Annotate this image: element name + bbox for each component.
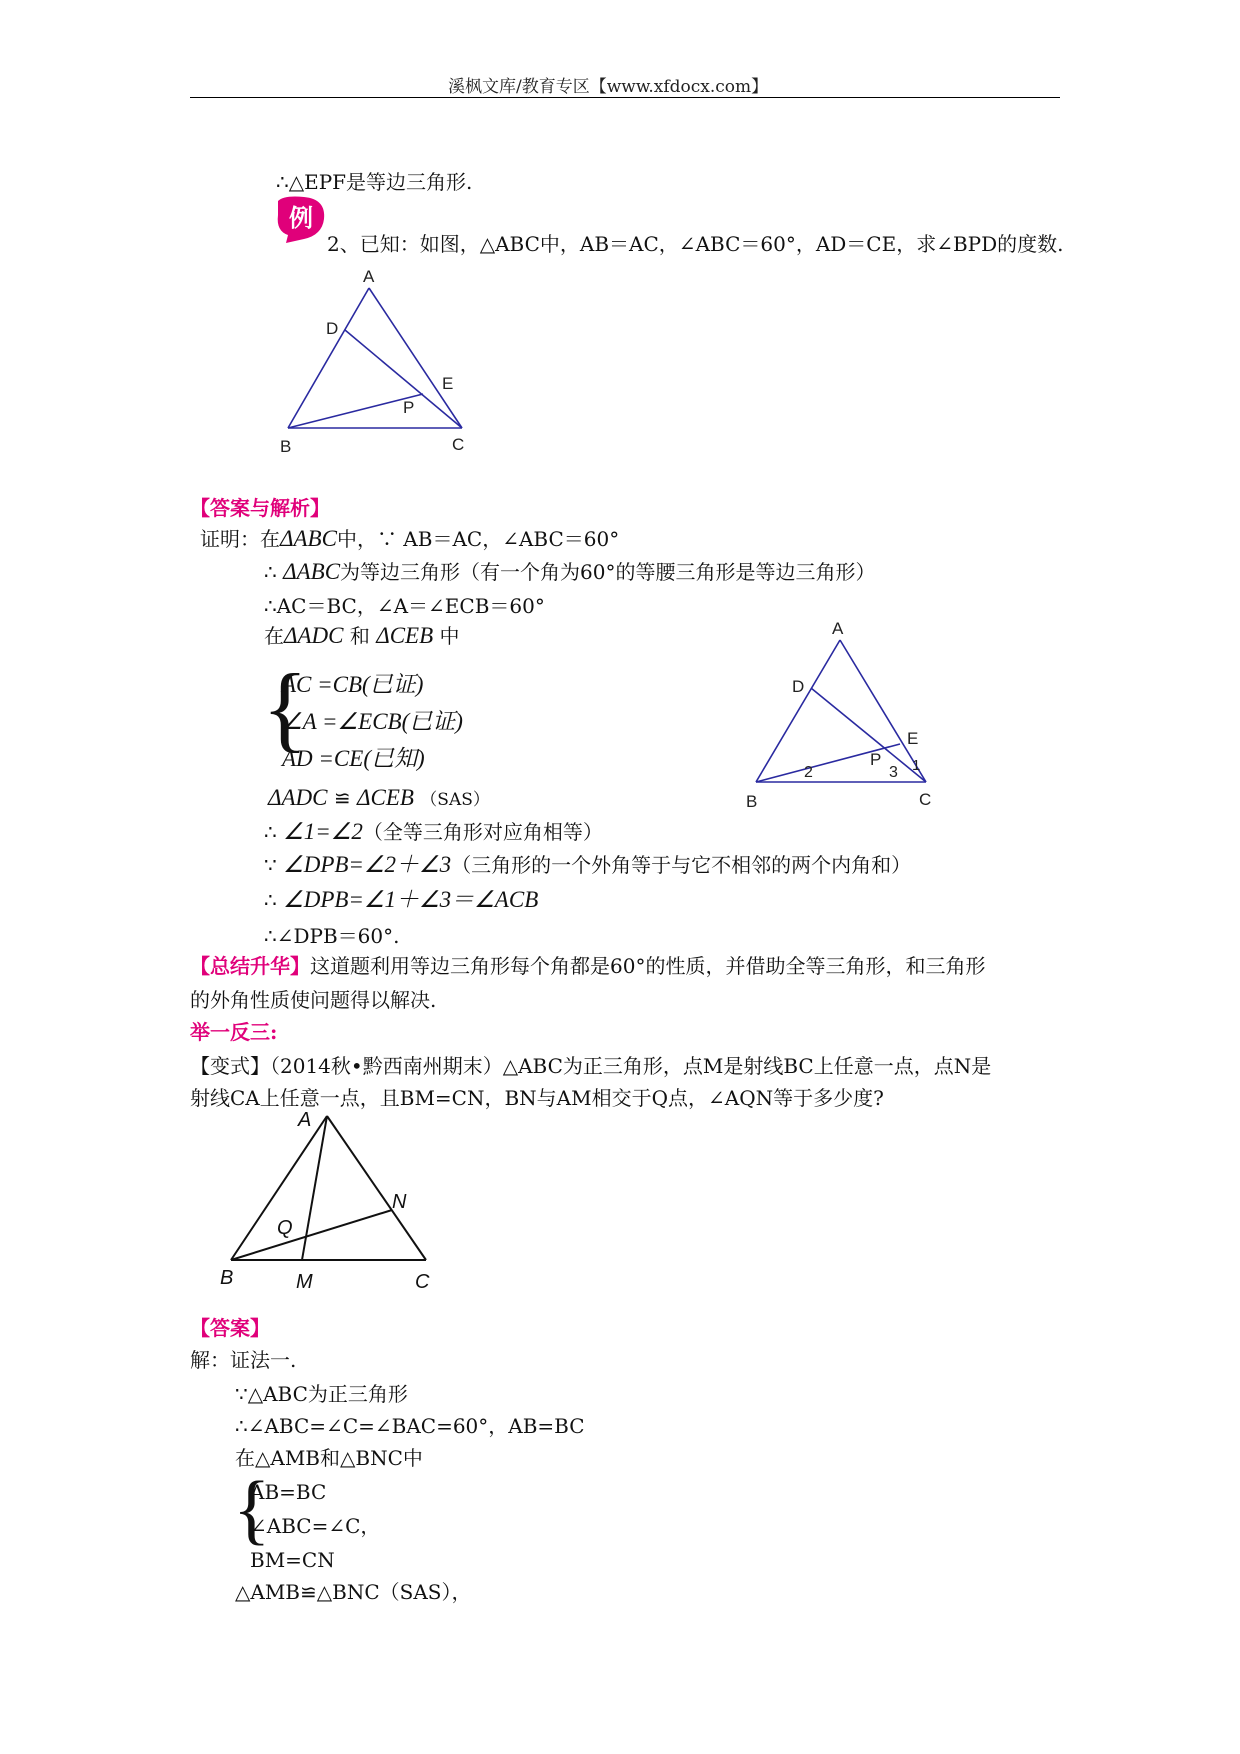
l7-equation: ∠DPB=∠2＋∠3 [283, 852, 452, 877]
l1-prefix: 证明：在 [200, 527, 280, 551]
answer1-line2 [264, 560, 876, 584]
variant-line2: 射线CA上任意一点，且BM=CN，BN与AM相交于Q点，∠AQN等于多少度? [190, 1086, 884, 1110]
answer1-line4 [264, 624, 460, 648]
fig2-label-a: A [832, 620, 844, 638]
example-badge-icon [274, 195, 330, 245]
fig2-label-1: 1 [912, 757, 921, 774]
answer2-line3: ∴∠ABC=∠C=∠BAC=60°，AB=BC [235, 1414, 585, 1438]
fig1-label-a: A [363, 267, 375, 286]
fig1-label-e: E [442, 374, 454, 393]
l4-triangle-2: ΔCEB [376, 623, 434, 648]
l4-prefix: 在 [264, 624, 284, 648]
answer2-title: 【答案】 [190, 1316, 270, 1340]
system1-eq2: ∠A =∠ECB(已证) [282, 709, 463, 734]
header-text: 溪枫文库/教育专区【www.xfdocx.com】 [448, 77, 769, 97]
summary-title: 【总结升华】 [190, 954, 310, 978]
summary-line2: 的外角性质使问题得以解决. [190, 988, 437, 1012]
answer1-line1 [200, 527, 619, 551]
fig2-label-b: B [746, 792, 758, 811]
system1-eq1: AC =CB(已证) [282, 672, 424, 697]
l2-prefix: ∴ [264, 560, 277, 584]
fig3-label-n: N [392, 1191, 407, 1213]
fig1-label-p: P [403, 398, 415, 417]
fig3-label-c: C [415, 1271, 430, 1293]
answer1-line7 [264, 853, 911, 877]
l5-suffix: （SAS） [420, 790, 490, 810]
l2-triangle: ΔABC [283, 559, 341, 584]
fig2-label-2: 2 [804, 764, 813, 781]
l6-prefix: ∴ [264, 820, 277, 844]
answer1-line9: ∴∠DPB＝60°. [264, 924, 400, 948]
answer1-line5 [268, 786, 490, 812]
answer2-line5: △AMB≌△BNC（SAS）， [235, 1580, 472, 1604]
l1-triangle: ΔABC [280, 526, 337, 551]
fig3-label-b: B [220, 1267, 234, 1289]
fig3-label-q: Q [277, 1217, 293, 1239]
l8-prefix: ∴ [264, 888, 277, 912]
system2-brace: { [233, 1465, 271, 1552]
fig1-label-d: D [326, 319, 339, 338]
system2-eq1: AB=BC [250, 1480, 327, 1504]
system1-eq3: AD =CE(已知) [282, 746, 425, 771]
l5-triangle-2: ΔCEB [356, 785, 414, 810]
l5-congruent: ≌ [333, 786, 351, 810]
l4-and: 和 [349, 624, 370, 648]
header-rule [190, 97, 1060, 98]
intro-line: ∴△EPF是等边三角形. [276, 170, 473, 194]
example-text: 2、已知：如图，△ABC中，AB＝AC，∠ABC＝60°，AD＝CE，求∠BPD的度数. [327, 232, 1064, 256]
figure-3-diagram [214, 1110, 448, 1296]
variant-heading: 举一反三: [190, 1020, 278, 1044]
l7-suffix: （三角形的一个外角等于与它不相邻的两个内角和） [451, 853, 912, 877]
answer2-line1: 解：证法一. [190, 1348, 297, 1372]
system2-eq3: BM=CN [250, 1548, 335, 1572]
figure-2-diagram [742, 620, 942, 820]
figure-1-diagram [270, 262, 480, 460]
l7-prefix: ∵ [264, 853, 277, 877]
answer1-title: 【答案与解析】 [190, 496, 330, 520]
variant-line1: 【变式】（2014秋•黔西南州期末）△ABC为正三角形，点M是射线BC上任意一点，点N是 [190, 1054, 992, 1078]
system1-brace: { [262, 654, 309, 761]
badge-label: 例 [289, 205, 313, 232]
l2-suffix: 为等边三角形（有一个角为60°的等腰三角形是等边三角形） [340, 560, 876, 584]
fig2-label-c: C [919, 790, 932, 809]
l6-suffix: （全等三角形对应角相等） [362, 820, 603, 844]
summary-text-1: 这道题利用等边三角形每个角都是60°的性质，并借助全等三角形，和三角形 [310, 954, 986, 978]
l4-suffix: 中 [439, 624, 460, 648]
fig2-label-d: D [792, 677, 805, 696]
answer2-line2: ∵△ABC为正三角形 [235, 1382, 408, 1406]
fig3-label-a: A [298, 1110, 312, 1131]
summary-line1 [190, 954, 985, 978]
l4-triangle-1: ΔADC [284, 623, 344, 648]
l8-equation: ∠DPB=∠1＋∠3＝∠ACB [283, 887, 539, 912]
fig2-label-3: 3 [889, 764, 898, 781]
l5-triangle-1: ΔADC [268, 785, 328, 810]
fig1-label-b: B [280, 437, 292, 456]
answer1-line8 [264, 888, 538, 912]
system2-eq2: ∠ABC=∠C， [250, 1514, 381, 1538]
fig2-label-p: P [870, 750, 882, 769]
fig2-label-e: E [907, 729, 919, 748]
l6-equation: ∠1=∠2 [283, 819, 363, 844]
l1-suffix: 中，∵ AB＝AC，∠ABC＝60° [336, 527, 620, 551]
answer2-line4: 在△AMB和△BNC中 [235, 1446, 423, 1470]
answer1-line3: ∴AC＝BC，∠A＝∠ECB＝60° [264, 594, 545, 618]
answer1-line6 [264, 820, 603, 844]
fig3-label-m: M [296, 1271, 313, 1293]
fig1-label-c: C [452, 435, 465, 454]
